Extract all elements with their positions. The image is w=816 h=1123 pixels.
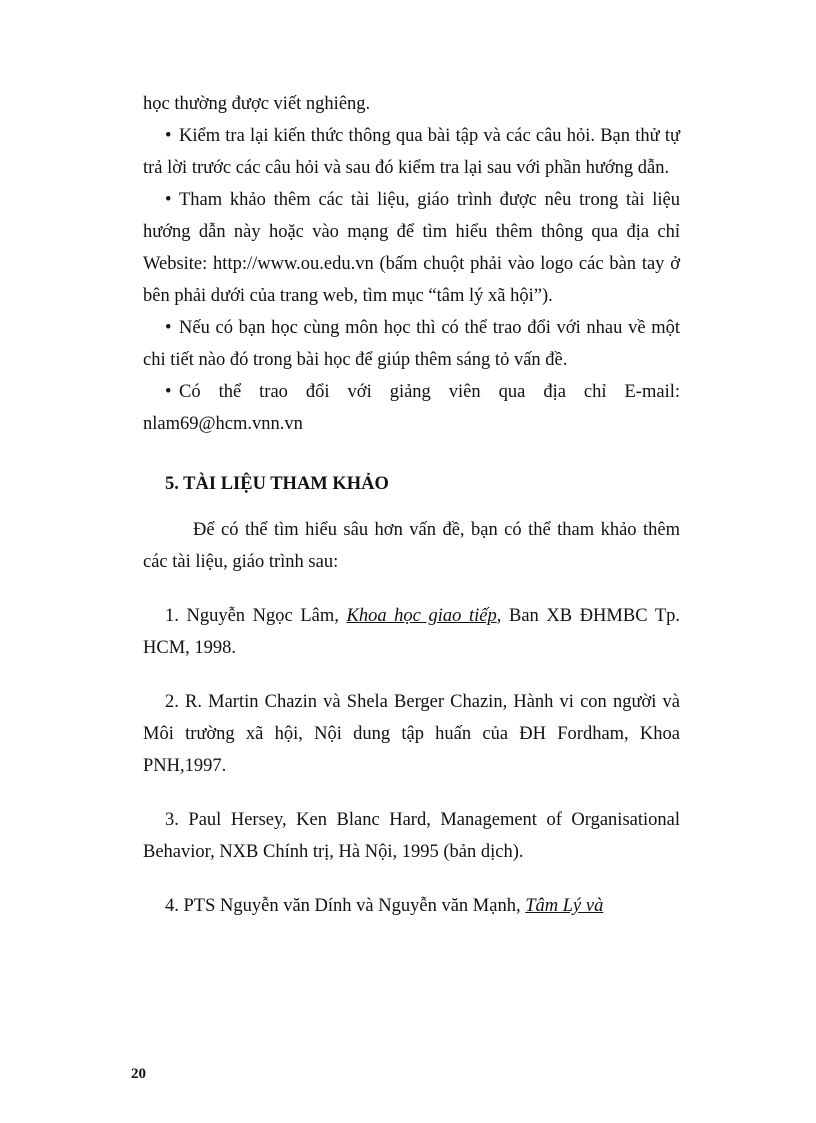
bullet-item-classmates <box>143 312 680 376</box>
bullet-item-email <box>143 376 680 440</box>
bullet-text: Nếu có bạn học cùng môn học thì có thể trao đổi với nhau về một chi tiết nào đó trong bài học để giúp thêm sáng tỏ vấn đề. <box>143 318 680 370</box>
bullet-dot-icon: • <box>165 382 172 402</box>
reference-item: 4. PTS Nguyễn văn Dính và Nguyễn văn Mạnh, Tâm Lý và <box>165 896 604 916</box>
reference-item: 1. Nguyễn Ngọc Lâm, Khoa học giao tiếp, Ban XB ĐHMBC Tp. HCM, 1998. <box>143 606 680 658</box>
bullet-item-exercises <box>143 120 680 184</box>
reference-item: 2. R. Martin Chazin và Shela Berger Chazin, Hành vi con người và Môi trường xã hội, Nội dung tập huấn của ĐH Fordham, Khoa PNH,1997. <box>143 692 680 776</box>
bullet-dot-icon: • <box>165 190 172 210</box>
bullet-text: Kiểm tra lại kiến thức thông qua bài tập và các câu hỏi. Bạn thử tự trả lời trước các câu hỏi và sau đó kiểm tra lại sau với phần hướng dẫn. <box>143 126 680 178</box>
reference-title: Khoa học giao tiếp <box>346 606 497 626</box>
continuation-text: học thường được viết nghiêng. <box>143 94 371 114</box>
page-body <box>143 88 680 922</box>
bullet-item-references <box>143 184 680 312</box>
bullet-dot-icon: • <box>165 318 172 338</box>
bullet-dot-icon: • <box>165 126 172 146</box>
page-number: 20 <box>131 1066 146 1082</box>
section-heading: 5. TÀI LIỆU THAM KHẢO <box>165 474 389 494</box>
reference-title: Tâm Lý và <box>525 896 604 916</box>
section-intro: Để có thể tìm hiểu sâu hơn vấn đề, bạn có thể tham khảo thêm các tài liệu, giáo trình sau: <box>143 520 680 572</box>
bullet-text: Có thể trao đổi với giảng viên qua địa chỉ E-mail: nlam69@hcm.vnn.vn <box>143 382 680 434</box>
reference-item: 3. Paul Hersey, Ken Blanc Hard, Management of Organisational Behavior, NXB Chính trị, Hà Nội, 1995 (bản dịch). <box>143 810 680 862</box>
bullet-text: Tham khảo thêm các tài liệu, giáo trình được nêu trong tài liệu hướng dẫn này hoặc vào mạng để tìm hiểu thêm thông qua địa chỉ Website: http://www.ou.edu.vn (bấm chuột phải vào logo các bàn tay ở bên phải dưới của trang web, tìm mục “tâm lý xã hội”). <box>143 190 680 306</box>
